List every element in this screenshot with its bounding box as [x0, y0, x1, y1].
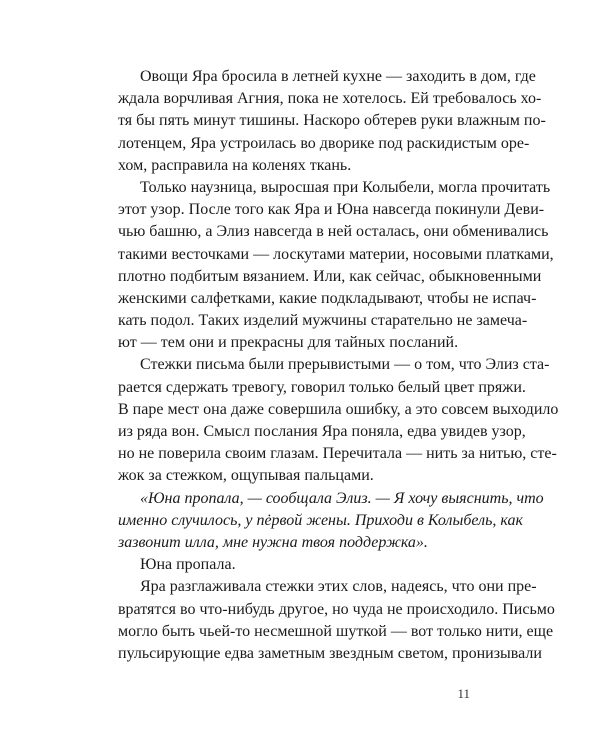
text-line: лотенцем, Яра устроилась во дворике под раскидистым оре- [118, 134, 530, 152]
text-line: могло быть чьей-то несмешной шуткой — вот только нити, еще [118, 622, 554, 640]
page-number: 11 [457, 686, 470, 701]
text-line: Только наузница, выросшая при Колыбели, могла прочитать [140, 178, 551, 196]
text-line: плотно подбитым вязанием. Или, как сейчас, обыкновенными [118, 267, 542, 285]
text-line: чью башню, а Элиз навсегда в ней осталась, они обменивались [118, 223, 549, 241]
body-text [118, 66, 559, 665]
text-line: такими весточками — лоскутами материи, носовыми платками, [118, 245, 554, 263]
text-line: Овощи Яра бросила в летней кухне — заходить в дом, где [140, 68, 536, 85]
text-line: Стежки письма были прерывистыми — о том, что Элиз ста- [140, 356, 550, 374]
text-line: кать подол. Таких изделий мужчины старательно не замеча- [118, 312, 528, 330]
text-line: ждала ворчливая Агния, пока не хотелось. Ей требовалось хо- [118, 90, 542, 108]
text-line: хом, расправила на коленях ткань. [118, 156, 352, 174]
text-line: пульсирующие едва заметным звездным светом, пронизывали [118, 644, 542, 662]
text-line: вратятся во что-нибудь другое, но чуда не происходило. Письмо [118, 600, 555, 618]
text-line: рается сдержать тревогу, говорил только белый цвет пряжи. [118, 378, 526, 396]
text-line: женскими салфетками, какие подкладывают, чтобы не испач- [118, 289, 537, 307]
text-line: Юна пропала. [140, 556, 236, 574]
text-line: ют — тем они и прекрасны для тайных посланий. [118, 334, 459, 352]
text-line: жок за стежком, ощупывая пальцами. [118, 467, 374, 485]
text-line: из ряда вон. Смысл послания Яра поняла, едва увидев узор, [118, 423, 526, 440]
text-line: этот узор. После того как Яра и Юна навсегда покинули Деви- [118, 201, 545, 219]
text-line: тя бы пять минут тишины. Наскоро обтерев руки влажным по- [118, 112, 546, 130]
text-line: «Юна пропала, — сообщала Элиз. — Я хочу выяснить, что [140, 489, 544, 507]
text-line: Яра разглаживала стежки этих слов, надеясь, что они пре- [140, 578, 537, 596]
text-line: именно случилось, у пėрвой жены. Приходи в Колыбель, как [118, 511, 523, 529]
text-line: но не поверила своим глазам. Перечитала — нить за нитью, сте- [118, 445, 557, 463]
text-line: зазвонит илла, мне нужна твоя поддержка». [118, 533, 428, 551]
text-line: В паре мест она даже совершила ошибку, а это совсем выходило [118, 400, 559, 418]
